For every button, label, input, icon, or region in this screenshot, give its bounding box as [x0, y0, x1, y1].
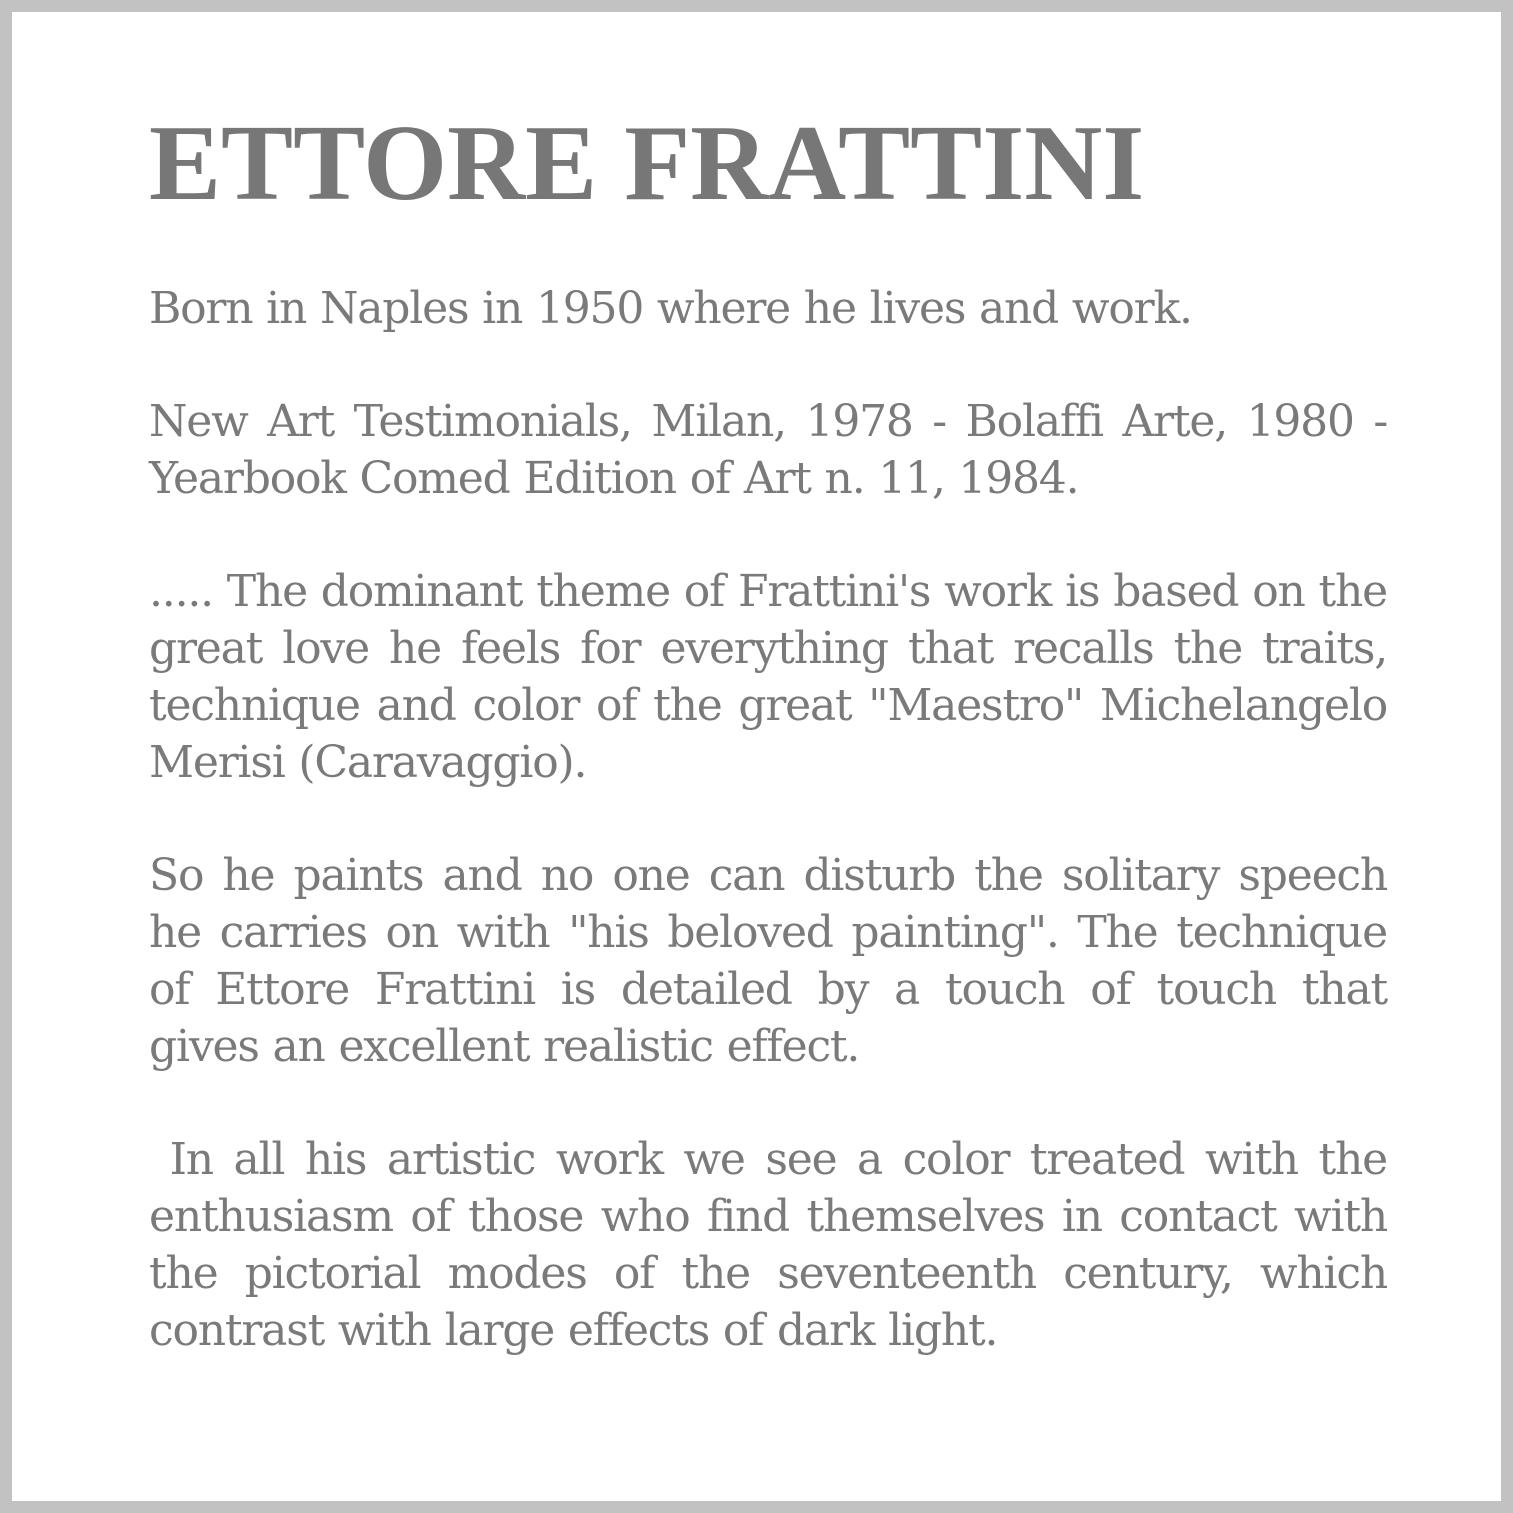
artist-biography — [149, 104, 1401, 1359]
bio-paragraph-exhibitions: New Art Testimonials, Milan, 1978 - Bolaffi Arte, 1980 - Yearbook Comed Edition of Art n. 11, 1984. — [149, 396, 1387, 504]
bio-paragraph-color: In all his artistic work we see a color treated with the enthusiasm of those who find themselves in contact with the pictorial modes of the seventeenth century, which contrast with large effects of dark light. — [149, 1134, 1401, 1356]
bio-paragraph-birth: Born in Naples in 1950 where he lives and work. — [149, 283, 1192, 334]
bio-paragraph-technique: So he paints and no one can disturb the solitary speech he carries on with "his beloved painting". The technique of Ettore Frattini is detailed by a touch of touch that gives an excellent realistic effect. — [149, 850, 1387, 1072]
bio-paragraph-theme: ..... The dominant theme of Frattini's work is based on the great love he feels for everything that recalls the traits, technique and color of the great "Maestro" Michelangelo Merisi (Caravaggio). — [149, 566, 1387, 788]
artist-name-title: ETTORE FRATTINI — [149, 104, 1145, 223]
